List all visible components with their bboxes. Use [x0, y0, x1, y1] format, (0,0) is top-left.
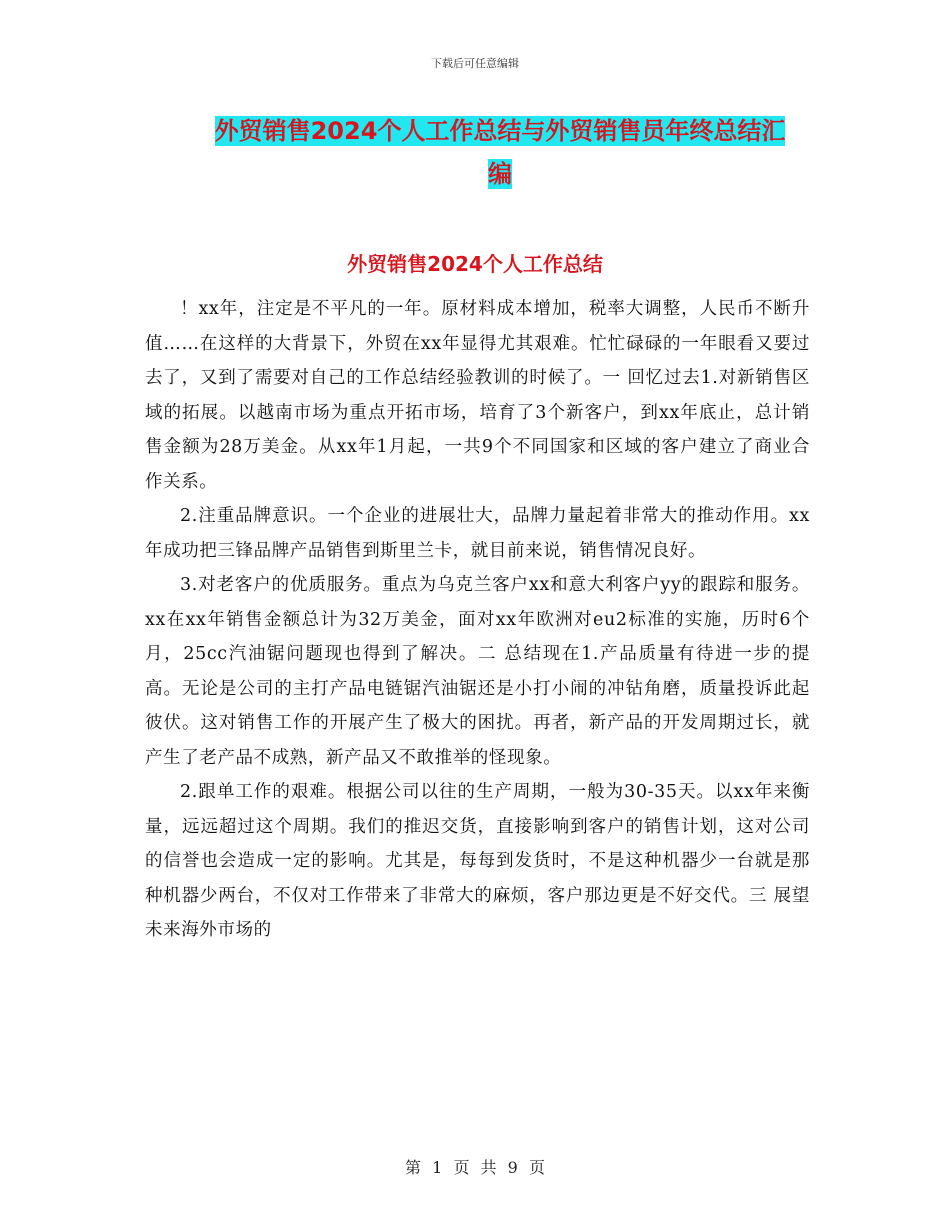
paragraph: 3.对老客户的优质服务。重点为乌克兰客户xx和意大利客户yy的跟踪和服务。xx在xx年销售金额总计为32万美金，面对xx年欧洲对eu2标准的实施，历时6个月，25cc汽油锯问题现也得到了解决。二 总结现在1.产品质量有待进一步的提高。无论是公司的主打产品电链锯汽油锯还是小打小闹的冲钻角磨，质量投诉此起彼伏。这对销售工作的开展产生了极大的困扰。再者，新产品的开发周期过长，就产生了老产品不成熟，新产品又不敢推举的怪现象。	[145, 575, 810, 768]
document-title-line2: 编	[488, 160, 512, 188]
paragraph: 2.注重品牌意识。一个企业的进展壮大，品牌力量起着非常大的推动作用。xx年成功把三锋品牌产品销售到斯里兰卡，就目前来说，销售情况良好。	[145, 506, 810, 561]
footer-page-number: 1	[432, 1158, 443, 1177]
page-footer	[0, 1155, 950, 1178]
footer-total-suffix: 页	[528, 1158, 545, 1177]
header-note: 下载后可任意编辑	[431, 57, 519, 70]
footer-page-mid: 页	[453, 1158, 470, 1177]
footer-page-prefix: 第	[405, 1158, 422, 1177]
paragraph: ！xx年，注定是不平凡的一年。原材料成本增加，税率大调整，人民币不断升值……在这样的大背景下，外贸在xx年显得尤其艰难。忙忙碌碌的一年眼看又要过去了，又到了需要对自己的工作总结经验教训的时候了。一 回忆过去1.对新销售区域的拓展。以越南市场为重点开拓市场，培育了3个新客户，到xx年底止，总计销售金额为28万美金。从xx年1月起，一共9个不同国家和区域的客户建立了商业合作关系。	[145, 299, 810, 492]
paragraph: 2.跟单工作的艰难。根据公司以往的生产周期，一般为30-35天。以xx年来衡量，远远超过这个周期。我们的推迟交货，直接影响到客户的销售计划，这对公司的信誉也会造成一定的影响。尤其是，每每到发货时，不是这种机器少一台就是那种机器少两台，不仅对工作带来了非常大的麻烦，客户那边更是不好交代。三 展望未来海外市场的	[145, 782, 810, 940]
document-title	[150, 110, 850, 196]
section-title: 外贸销售2024个人工作总结	[347, 252, 603, 276]
document-title-line1: 外贸销售2024个人工作总结与外贸销售员年终总结汇	[214, 117, 786, 145]
body-text	[145, 292, 810, 948]
footer-total-pages: 9	[507, 1158, 518, 1177]
footer-total-prefix: 共	[480, 1158, 497, 1177]
